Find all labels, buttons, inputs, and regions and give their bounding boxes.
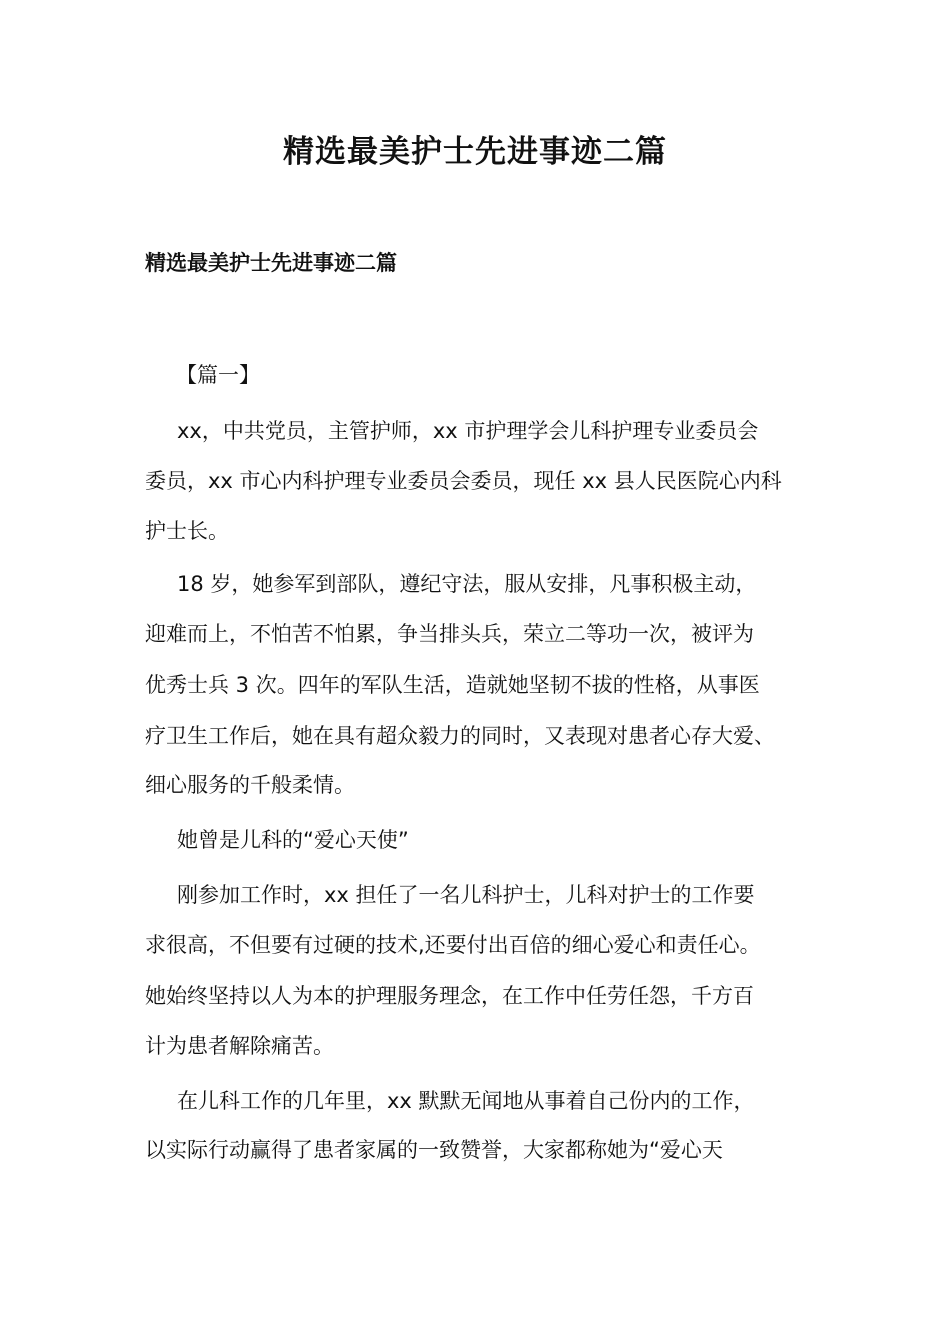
text-line: xx，中共党员，主管护师，xx 市护理学会儿科护理专业委员会 — [177, 419, 759, 443]
text-line: 疗卫生工作后，她在具有超众毅力的同时，又表现对患者心存大爱、 — [145, 724, 775, 748]
text-line: 18 岁，她参军到部队，遵纪守法，服从安排，凡事积极主动， — [177, 572, 757, 596]
text-line: 迎难而上，不怕苦不怕累，争当排头兵，荣立二等功一次，被评为 — [145, 622, 754, 646]
text-line: 求很高，不但要有过硬的技术,还要付出百倍的细心爱心和责任心。 — [145, 933, 761, 957]
text-line: 她曾是儿科的“爱心天使” — [177, 828, 409, 852]
text-line: 刚参加工作时，xx 担任了一名儿科护士，儿科对护士的工作要 — [177, 883, 755, 907]
document-title: 精选最美护士先进事迹二篇 — [283, 134, 667, 170]
text-line: 以实际行动赢得了患者家属的一致赞誉，大家都称她为“爱心天 — [145, 1138, 723, 1162]
text-line: 细心服务的千般柔情。 — [145, 773, 355, 797]
text-line: 她始终坚持以人为本的护理服务理念，在工作中任劳任怨，千方百 — [145, 984, 754, 1008]
text-line: 计为患者解除痛苦。 — [145, 1034, 334, 1058]
document-subtitle: 精选最美护士先进事迹二篇 — [145, 251, 397, 275]
text-line: 护士长。 — [145, 519, 229, 543]
text-line: 在儿科工作的几年里，xx 默默无闻地从事着自己份内的工作， — [177, 1089, 755, 1113]
text-line: 优秀士兵 3 次。四年的军队生活，造就她坚韧不拔的性格，从事医 — [145, 673, 760, 697]
section-label: 【篇一】 — [176, 363, 260, 387]
text-line: 委员，xx 市心内科护理专业委员会委员，现任 xx 县人民医院心内科 — [145, 469, 782, 493]
